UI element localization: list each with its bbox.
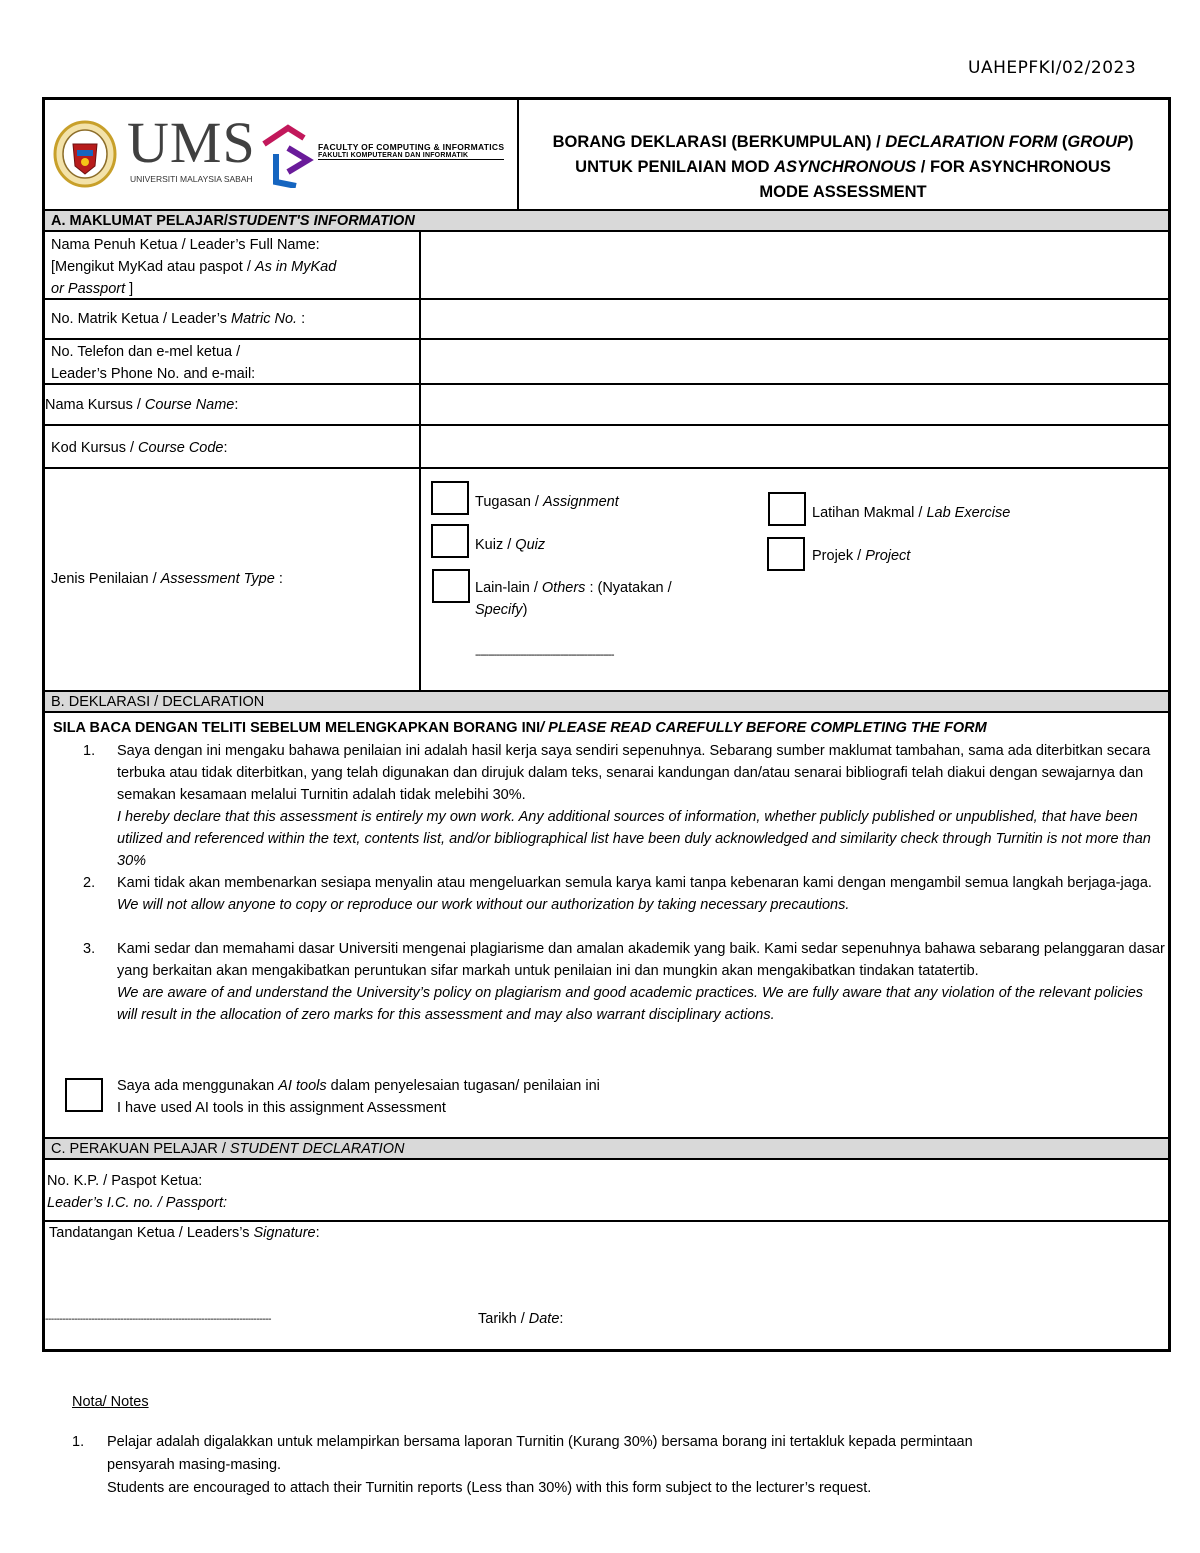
declaration-text-en: We are aware of and understand the University’s policy on plagiarism and good academic practices. We are fully aware that any violation of the relevant policies will result in the allocation of zero marks for this assessment and may also warrant disciplinary actions.: [117, 985, 1144, 1023]
quiz-checkbox[interactable]: [431, 524, 469, 558]
faculty-logo-icon: [260, 124, 320, 188]
others-specify-line[interactable]: ----------------------------------------------------: [475, 649, 614, 661]
project-checkbox[interactable]: [767, 537, 805, 571]
faculty-logo-text: [318, 142, 504, 160]
phone-email-label: No. Telefon dan e-mel ketua / Leader’s Phone No. and e-mail:: [51, 344, 256, 382]
header-logos: [45, 100, 517, 210]
others-label: Lain-lain / Others : (Nyatakan / Specify): [475, 580, 672, 618]
section-b-header: B. DEKLARASI / DECLARATION: [45, 690, 1168, 713]
note-text-ms-line-1: Pelajar adalah digalakkan untuk melampirkan bersama laporan Turnitin (Kurang 30%) bersama borang ini tertakluk kepada permintaan: [107, 1434, 973, 1450]
ai-tools-checkbox[interactable]: [65, 1078, 103, 1112]
section-c-header: C. PERAKUAN PELAJAR / STUDENT DECLARATION: [45, 1137, 1168, 1160]
declaration-text-ms: Kami tidak akan membenarkan sesiapa menyalin atau mengeluarkan semula karya kami tanpa kebenaran kami dengan mengambil semua langkah berjaga-jaga.: [117, 875, 1152, 891]
project-label: Projek / Project: [812, 548, 911, 564]
matric-field[interactable]: [421, 300, 1168, 338]
lab-exercise-label: Latihan Makmal / Lab Exercise: [812, 505, 1011, 521]
leader-name-label: Nama Penuh Ketua / Leader’s Full Name: [Mengikut MyKad atau paspot / As in MyKad or Passport ]: [51, 237, 337, 297]
assignment-label: Tugasan / Assignment: [475, 494, 619, 510]
declaration-instruction: SILA BACA DENGAN TELITI SEBELUM MELENGKAPKAN BORANG INI/ PLEASE READ CAREFULLY BEFORE COMPLETING THE FORM: [53, 720, 987, 736]
course-name-label: Nama Kursus / Course Name:: [45, 397, 239, 413]
form-title-line-2: UNTUK PENILAIAN MOD ASYNCHRONOUS / FOR ASYNCHRONOUS: [575, 158, 1111, 176]
declaration-item: 3. Kami sedar dan memahami dasar Universiti mengenai plagiarisme dan amalan akademik yang baik. Kami sedar sepenuhnya bahawa sebarang pelanggaran dasar yang berkaitan akan mengakibatkan peruntukan sifar markah untuk penilaian ini dan mungkin akan mengakibatkan tindakan tatatertib. We are aware of and understand the University’s policy on plagiarism and good academic practices. We are fully aware that any violation of the relevant policies will result in the allocation of zero marks for this assessment and may also warrant disciplinary actions.: [117, 938, 1167, 1026]
date-label: Tarikh / Date:: [478, 1311, 564, 1327]
ums-logo-text: UMS: [127, 110, 256, 175]
form-title: [519, 130, 1167, 205]
signature-field[interactable]: [45, 1246, 445, 1306]
course-code-label: Kod Kursus / Course Code:: [51, 440, 228, 456]
declaration-text-en: We will not allow anyone to copy or reproduce our work without our authorization by taking necessary precautions.: [117, 897, 850, 913]
faculty-name-en: FACULTY OF COMPUTING & INFORMATICS: [318, 142, 505, 152]
row-divider: [45, 467, 1168, 469]
university-crest-icon: [53, 120, 117, 188]
others-checkbox[interactable]: [432, 569, 470, 603]
faculty-name-ms: FAKULTI KOMPUTERAN DAN INFORMATIK: [318, 152, 469, 159]
assignment-checkbox[interactable]: [431, 481, 469, 515]
ums-logo-subtitle: UNIVERSITI MALAYSIA SABAH: [130, 174, 253, 184]
signature-label: Tandatangan Ketua / Leaders’s Signature:: [49, 1225, 320, 1241]
course-name-field[interactable]: [421, 385, 1168, 423]
declaration-item: 1. Saya dengan ini mengaku bahawa penilaian ini adalah hasil kerja saya sendiri sepenuhnya. Sebarang sumber maklumat tambahan, sama ada diterbitkan secara terbuka atau tidak diterbitkan, yang telah digunakan dan dirujuk dalam teks, senarai kandungan dan/atau senarai bibliografi telah diakui dengan sewajarnya dan semakan kesamaan melalui Turnitin adalah tidak melebihi 30%. I hereby declare that this assessment is entirely my own work. Any additional sources of information, whether publicly published or unpublished, that have been utilized and referenced within the text, contents list, and/or bibliographical list have been duly acknowledged and similarity check through Turnitin is not more than 30%: [117, 740, 1167, 872]
note-text-ms-line-2: pensyarah masing-masing.: [107, 1457, 282, 1473]
signature-line: ------------------------------------------------------------------------------: [45, 1313, 271, 1325]
matric-label: No. Matrik Ketua / Leader’s Matric No. :: [51, 311, 306, 327]
quiz-label: Kuiz / Quiz: [475, 537, 546, 553]
leader-name-field[interactable]: [421, 234, 1168, 298]
date-field[interactable]: [585, 1305, 985, 1333]
lab-exercise-checkbox[interactable]: [768, 492, 806, 526]
form-title-line-3: MODE ASSESSMENT: [759, 183, 927, 201]
declaration-item: 2. Kami tidak akan membenarkan sesiapa menyalin atau mengeluarkan semula karya kami tanpa kebenaran kami dengan mengambil semua langkah berjaga-jaga. We will not allow anyone to copy or reproduce our work without our authorization by taking necessary precautions.: [117, 872, 1167, 916]
ic-passport-label: No. K.P. / Paspot Ketua: Leader’s I.C. no. / Passport:: [47, 1173, 228, 1211]
ai-tools-label: Saya ada menggunakan AI tools dalam penyelesaian tugasan/ penilaian ini I have used AI tools in this assignment Assessment: [117, 1078, 600, 1116]
document-code: UAHEPFKI/02/2023: [968, 58, 1137, 78]
declaration-text-en: I hereby declare that this assessment is entirely my own work. Any additional sources of information, whether publicly published or unpublished, that have been utilized and referenced within the text, contents list, and/or bibliographical list have been duly acknowledged and similarity check through Turnitin is not more than 30%: [117, 809, 1151, 869]
notes-title: Nota/ Notes: [72, 1394, 149, 1410]
phone-email-field[interactable]: [421, 340, 1168, 382]
note-text-en: Students are encouraged to attach their Turnitin reports (Less than 30%) with this form subject to the lecturer’s request.: [107, 1480, 872, 1496]
assessment-type-label: Jenis Penilaian / Assessment Type :: [51, 571, 283, 587]
ic-passport-field[interactable]: [325, 1162, 1168, 1220]
declaration-text-ms: Saya dengan ini mengaku bahawa penilaian ini adalah hasil kerja saya sendiri sepenuhnya. Sebarang sumber maklumat tambahan, sama ada diterbitkan secara terbuka atau tidak diterbitkan, yang telah digunakan dan dirujuk dalam teks, senarai kandungan dan/atau senarai bibliografi telah diakui dengan sewajarnya dan semakan kesamaan melalui Turnitin adalah tidak melebihi 30%.: [117, 743, 1151, 803]
section-a-header: A. MAKLUMAT PELAJAR/STUDENT'S INFORMATION: [45, 209, 1168, 232]
note-number: 1.: [72, 1434, 85, 1450]
note-text: [107, 1431, 1107, 1500]
course-code-field[interactable]: [421, 426, 1168, 466]
form-title-line-1: BORANG DEKLARASI (BERKUMPULAN) / DECLARATION FORM (GROUP): [552, 133, 1134, 151]
form-frame: [42, 97, 1171, 1352]
declaration-text-ms: Kami sedar dan memahami dasar Universiti mengenai plagiarisme dan amalan akademik yang baik. Kami sedar sepenuhnya bahawa sebarang pelanggaran dasar yang berkaitan akan mengakibatkan peruntukan sifar markah untuk penilaian ini dan mungkin akan mengakibatkan tindakan tatatertib.: [117, 941, 1165, 979]
ums-logo: [127, 110, 256, 184]
